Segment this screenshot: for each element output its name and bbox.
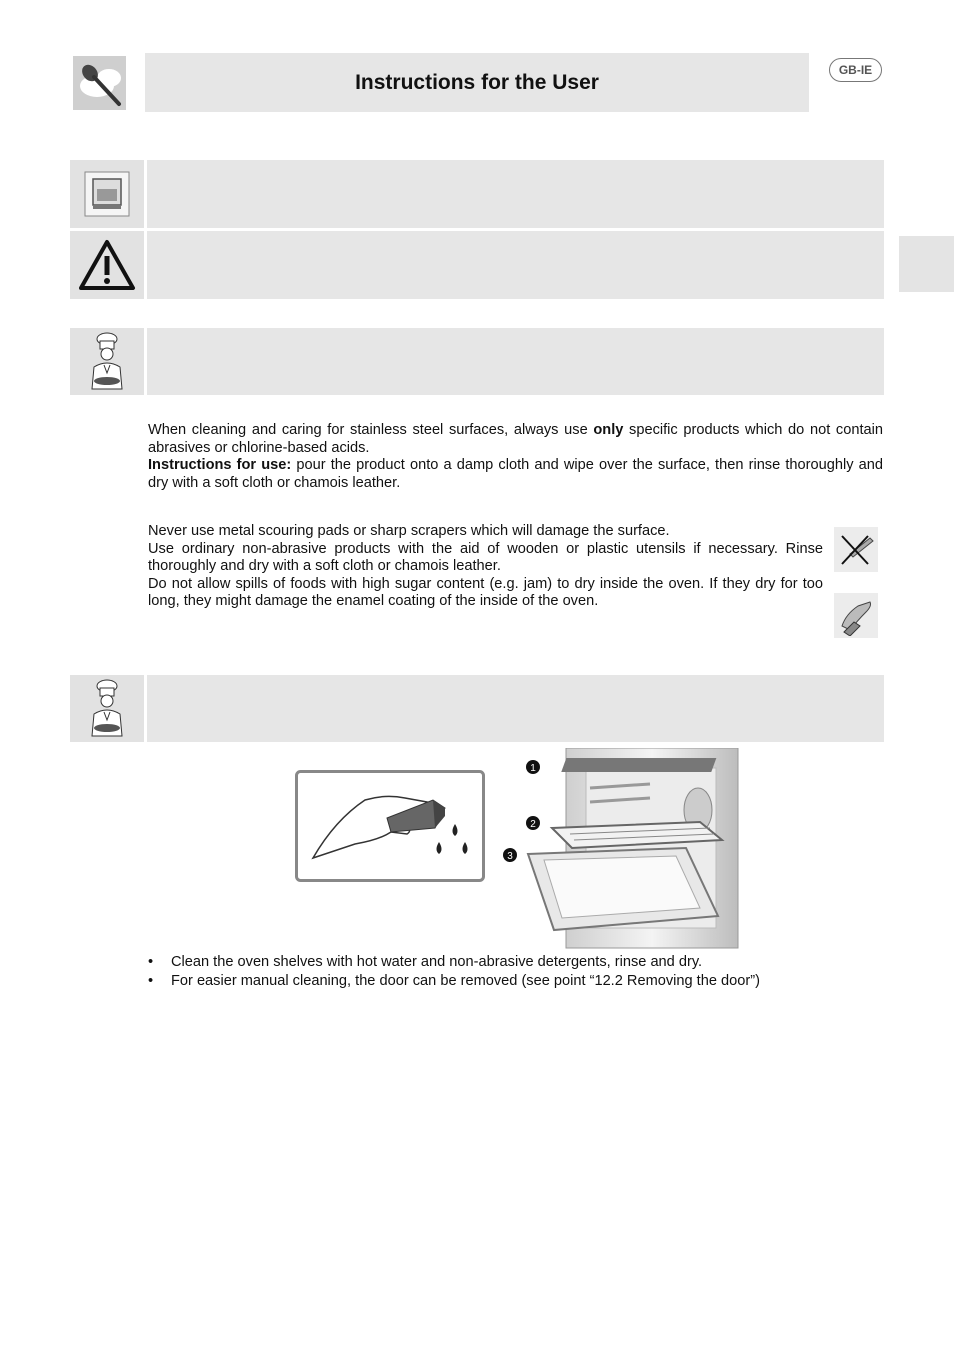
intro-after: specific products which do not contain abrasives or chlorine-based acids.: [148, 422, 883, 456]
warning-triangle-icon: [77, 238, 137, 292]
no-scraper-icon: [836, 530, 876, 570]
hand-sponge-illustration: [295, 770, 485, 882]
sponge-icon: [836, 596, 876, 636]
chef-icon: [82, 678, 132, 740]
stainless-steel-text: [148, 422, 883, 492]
page-title: [145, 53, 809, 112]
chef-icon-box-2: [70, 675, 144, 742]
section-bar-2: [147, 231, 884, 299]
callout-3: 3: [507, 851, 513, 862]
callout-2: 2: [530, 819, 536, 830]
callout-1: 1: [530, 763, 536, 774]
section-bar-3: [147, 328, 884, 395]
header-logo: [73, 56, 126, 110]
enamel-line-3: Do not allow spills of foods with high sugar content (e.g. jam) to dry inside the oven. If they dry for too long, they might damage the enamel coating of the inside of the oven.: [148, 575, 823, 609]
intro-before: When cleaning and caring for stainless steel surfaces, always use: [148, 422, 594, 438]
bullet-item-2: • For easier manual cleaning, the door can be removed (see point “12.2 Removing the door”): [148, 972, 883, 991]
language-badge-text: GB-IE: [838, 63, 873, 77]
page-title-text: Instructions for the User: [355, 70, 599, 94]
intro-bold: only: [593, 422, 624, 438]
bullet-item-1: • Clean the oven shelves with hot water and non-abrasive detergents, rinse and dry.: [148, 953, 883, 972]
oven-door-icon-box: [70, 160, 144, 228]
warning-icon-box: [70, 231, 144, 299]
section-bar-4: [147, 675, 884, 742]
spoon-icon: [75, 58, 125, 108]
enamel-line-2: Use ordinary non-abrasive products with the aid of wooden or plastic utensils if necessary. Rinse thoroughly and dry with a soft cloth or chamois leather.: [148, 540, 823, 574]
oven-door-icon: [81, 169, 133, 219]
instructions-text: pour the product onto a damp cloth and wipe over the surface, then rinse thoroughly and dry with a soft cloth or chamois leather.: [148, 457, 883, 491]
no-scraper-icon-box: [834, 527, 878, 572]
instructions-label: Instructions for use:: [148, 457, 292, 473]
stainless-intro: [148, 422, 883, 457]
enamel-text: [148, 523, 823, 611]
cleaning-bullet-list: [148, 953, 883, 991]
chef-icon-box-1: [70, 328, 144, 395]
stainless-instructions: [148, 457, 883, 492]
language-badge: [829, 58, 882, 82]
side-tab: [899, 236, 954, 292]
chef-icon: [82, 331, 132, 393]
oven-interior-illustration: [500, 748, 740, 950]
enamel-line-1: Never use metal scouring pads or sharp scrapers which will damage the surface.: [148, 523, 670, 539]
sponge-icon-box: [834, 593, 878, 638]
section-bar-1: [147, 160, 884, 228]
